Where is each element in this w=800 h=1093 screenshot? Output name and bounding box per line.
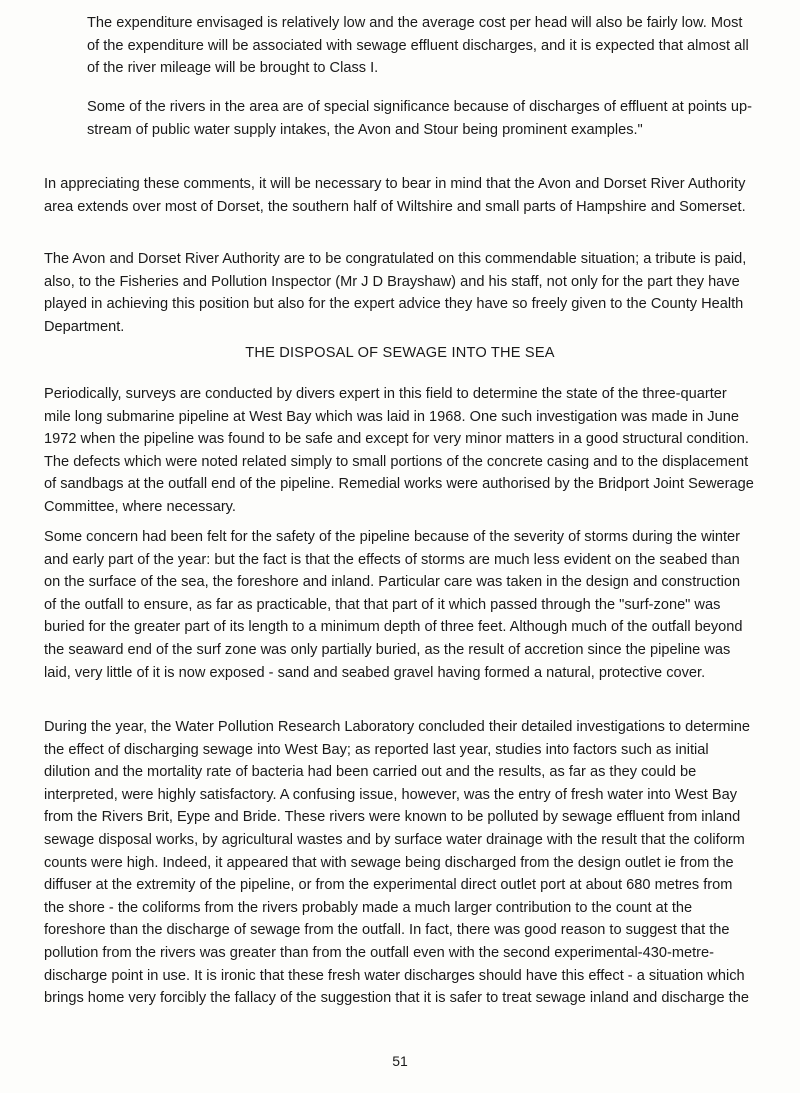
section-heading: THE DISPOSAL OF SEWAGE INTO THE SEA — [245, 345, 555, 361]
quoted-paragraph: The expenditure envisaged is relatively low and the average cost per head will also be fairly low. Most of the expenditure will be associated with sewage effluent discharges, and it is expected that almost all of the river mileage will be brought to Class I. — [87, 15, 749, 77]
body-paragraph: In appreciating these comments, it will be necessary to bear in mind that the Avon and Dorset River Authority area extends over most of Dorset, the southern half of Wiltshire and small parts of Hampshire and Somerset. — [44, 176, 746, 215]
body-paragraph: The Avon and Dorset River Authority are to be congratulated on this commendable situation; a tribute is paid, also, to the Fisheries and Pollution Inspector (Mr J D Brayshaw) and his staff, not only for the part they have played in achieving this position but also for the expert advice they have so freely given to the County Health Department. — [44, 251, 747, 335]
page-number: 51 — [392, 1053, 408, 1069]
quoted-paragraph: Some of the rivers in the area are of special significance because of discharges of effluent at points up-stream of public water supply intakes, the Avon and Stour being prominent examples." — [87, 99, 752, 138]
body-paragraph: Periodically, surveys are conducted by divers expert in this field to determine the state of the three-quarter mile long submarine pipeline at West Bay which was laid in 1968. One such investigation was made in June 1972 when the pipeline was found to be safe and except for very minor matters in a good structural condition. The defects which were noted related simply to small portions of the concrete casing and to the displacement of sandbags at the outfall end of the pipeline. Remedial works were authorised by the Bridport Joint Sewerage Committee, where necessary. — [44, 386, 754, 515]
body-paragraph: During the year, the Water Pollution Research Laboratory concluded their detailed investigations to determine the effect of discharging sewage into West Bay; as reported last year, studies into factors such as initial dilution and the mortality rate of bacteria had been carried out and the results, as far as they could be interpreted, were highly satisfactory. A confusing issue, however, was the entry of fresh water into West Bay from the Rivers Brit, Eype and Bride. These rivers were known to be polluted by sewage effluent from inland sewage disposal works, by agricultural wastes and by surface water drainage with the result that the coliform counts were high. Indeed, it appeared that with sewage being discharged from the design outlet ie from the diffuser at the extremity of the pipeline, or from the experimental direct outlet port at about 680 metres from the shore - the coliforms from the rivers probably made a much larger contribution to the count at the foreshore than the discharge of sewage from the outfall. In fact, there was good reason to suggest that the pollution from the rivers was greater than from the outfall even with the second experimental-430-metre-discharge point in use. It is ironic that these fresh water discharges should have this effect - a situation which brings home very forcibly the fallacy of the suggestion that it is safer to treat sewage inland and discharge the — [44, 719, 751, 1007]
body-paragraph: Some concern had been felt for the safety of the pipeline because of the severity of storms during the winter and early part of the year: but the fact is that the effects of storms are much less evident on the seabed than on the surface of the sea, the foreshore and inland. Particular care was taken in the design and construction of the outfall to ensure, as far as practicable, that that part of it which passed through the "surf-zone" was buried for the greater part of its length to a minimum depth of three feet. Although much of the outfall beyond the seaward end of the surf zone was only partially buried, as the result of accretion since the pipeline was laid, very little of it is now exposed - sand and seabed gravel having formed a natural, protective cover. — [44, 529, 743, 681]
